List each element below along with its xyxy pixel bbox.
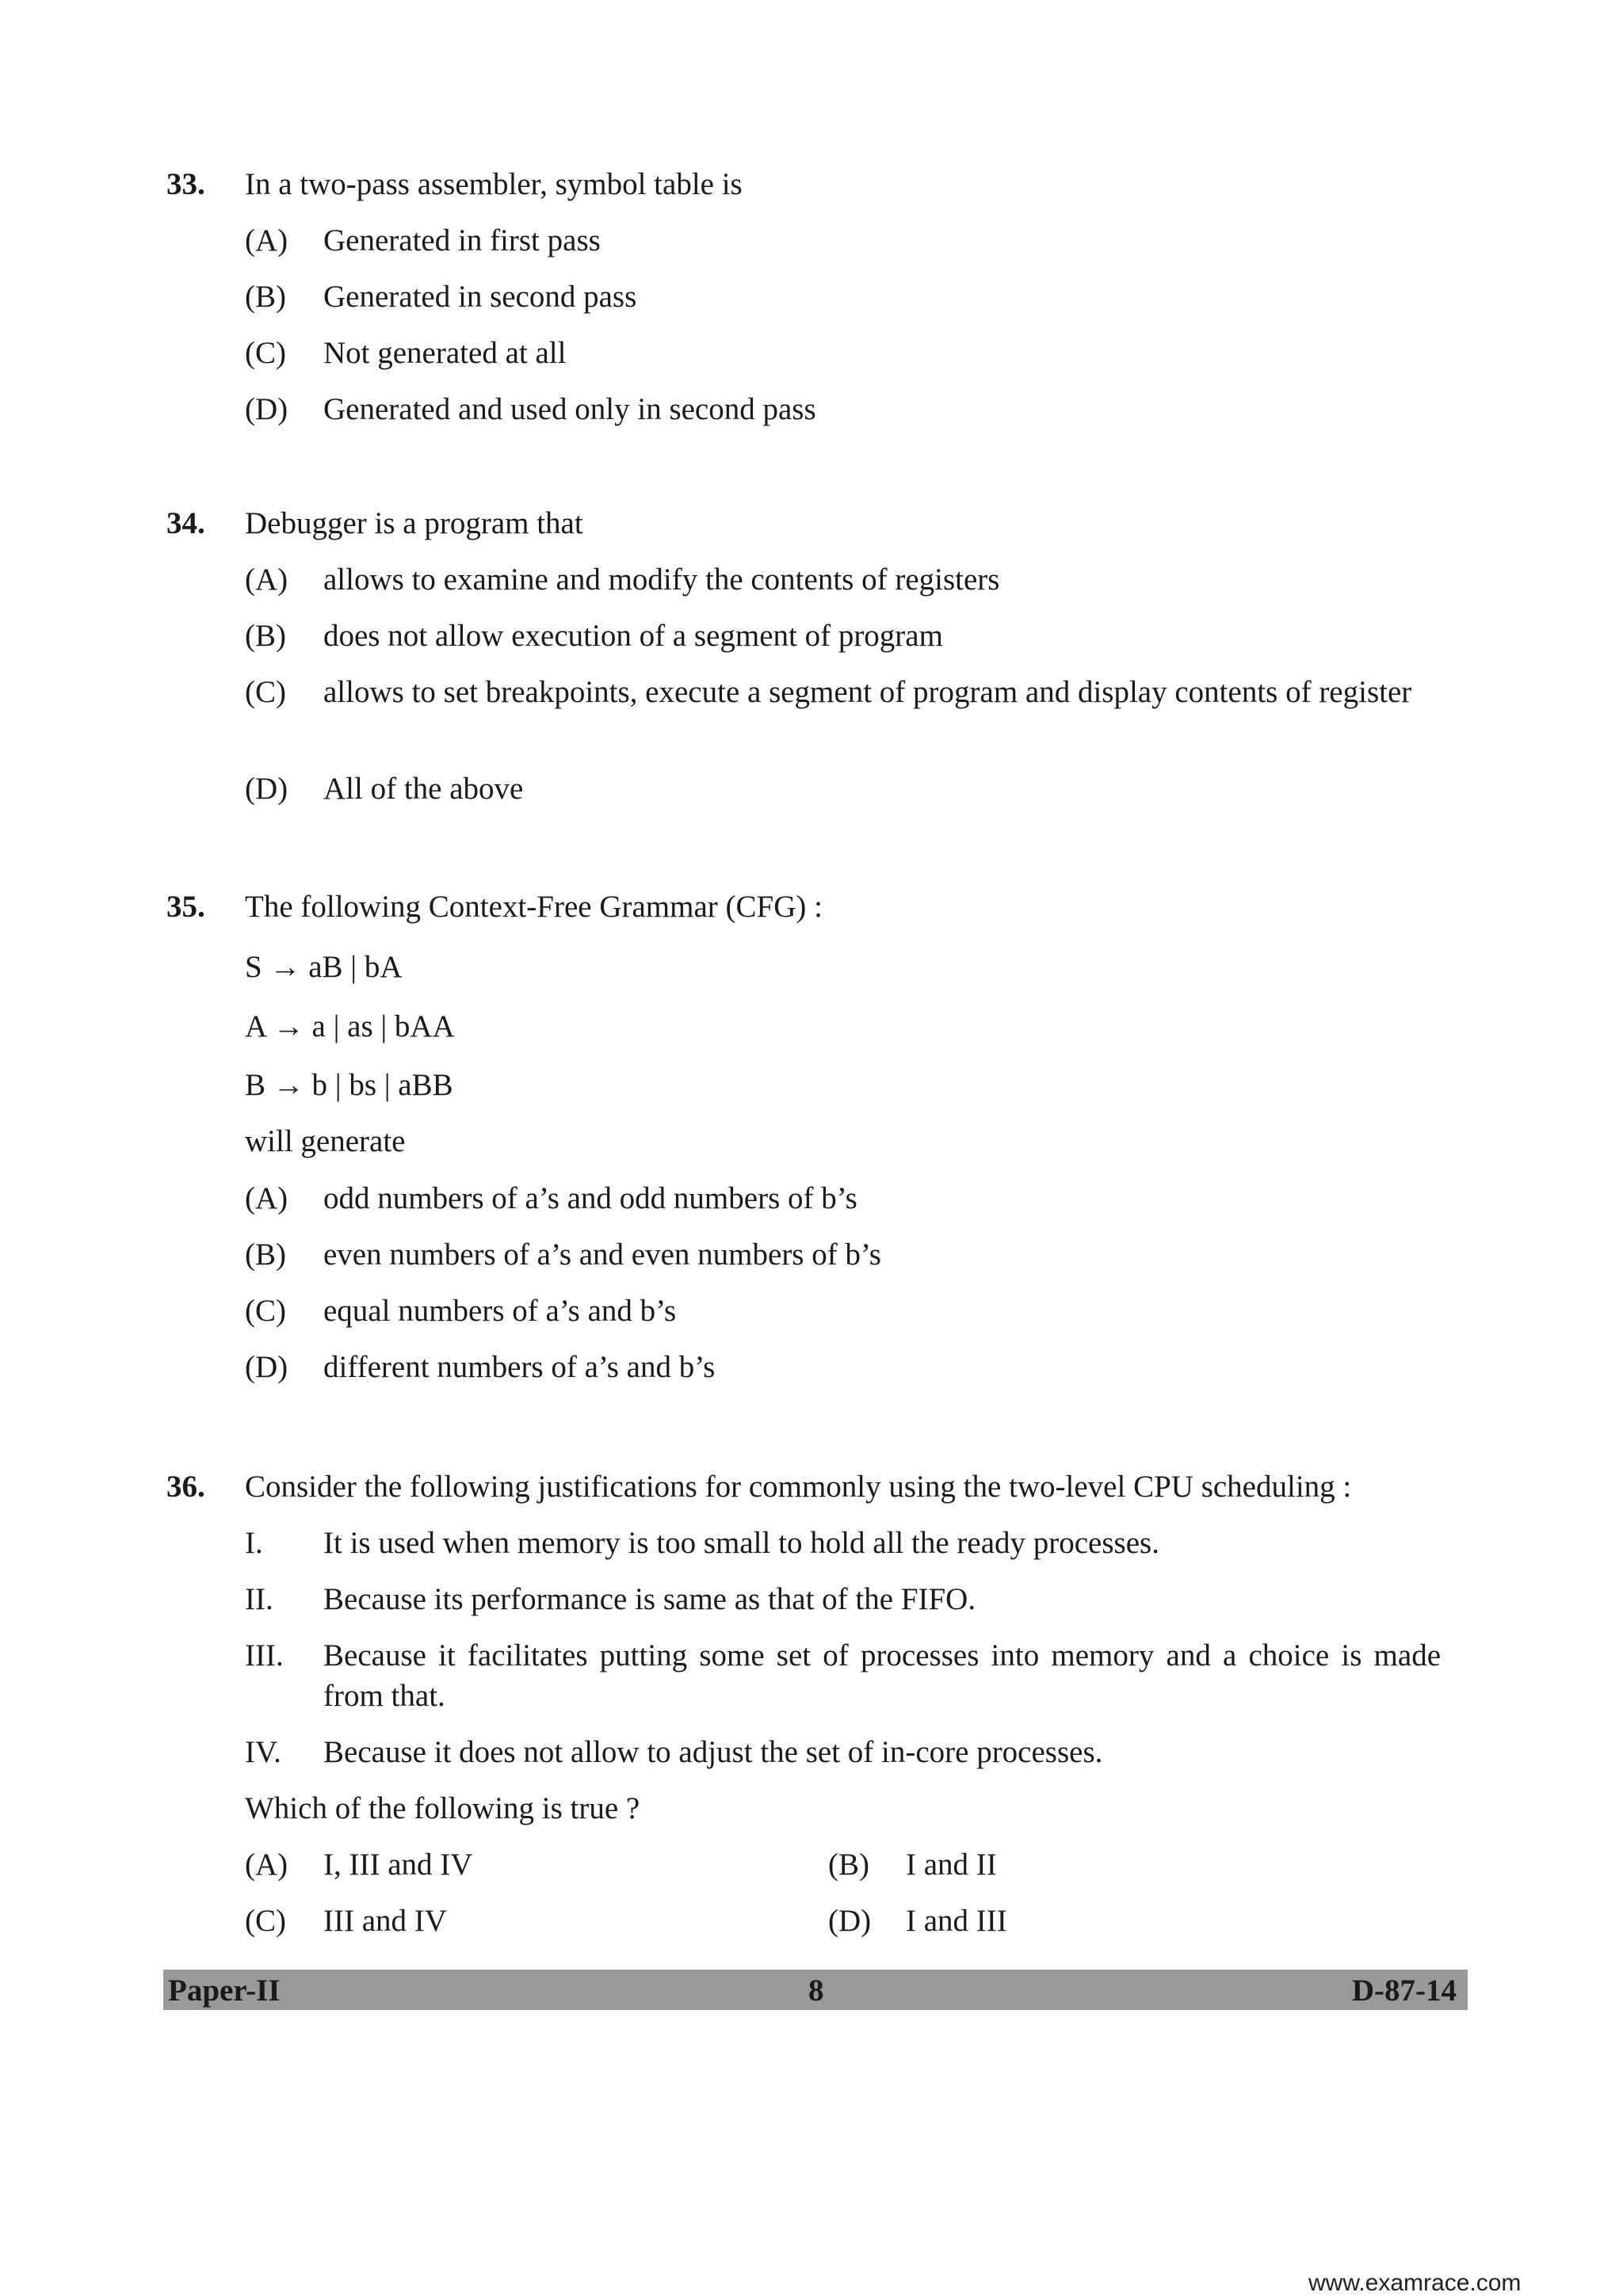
question-stem: Consider the following justifications for commonly using the two-level CPU scheduling : xyxy=(245,1470,1352,1504)
statement-label: I. xyxy=(245,1526,263,1560)
option-text: Generated in first pass xyxy=(323,223,601,257)
statement-label: III. xyxy=(245,1638,284,1672)
option-text: III and IV xyxy=(323,1904,447,1938)
statement-text: Because it does not allow to adjust the set of in-core processes. xyxy=(323,1735,1103,1769)
option-label: (D) xyxy=(245,392,288,426)
watermark-url: www.examrace.com xyxy=(1308,2270,1522,2296)
option-label: (A) xyxy=(245,563,288,597)
question-stem: The following Context-Free Grammar (CFG) : xyxy=(245,890,823,924)
option-label: (D) xyxy=(245,1350,288,1384)
question-stem: Debugger is a program that xyxy=(245,506,583,540)
option-text: I and II xyxy=(906,1848,997,1882)
page-footer xyxy=(163,1970,1468,2010)
grammar-rule: A → a | as | bAA xyxy=(245,1009,455,1043)
option-text: equal numbers of a’s and b’s xyxy=(323,1294,677,1328)
statement-text: It is used when memory is too small to hold all the ready processes. xyxy=(323,1526,1159,1560)
option-text: allows to examine and modify the contents of registers xyxy=(323,563,1000,597)
option-text: does not allow execution of a segment of program xyxy=(323,619,943,653)
option-label: (B) xyxy=(245,1238,286,1272)
option-label: (B) xyxy=(245,280,286,314)
option-label: (B) xyxy=(828,1848,869,1882)
question-stem: In a two-pass assembler, symbol table is xyxy=(245,167,743,201)
question-tail: will generate xyxy=(245,1124,406,1158)
option-label: (D) xyxy=(245,772,288,806)
option-text: even numbers of a’s and even numbers of b’s xyxy=(323,1238,881,1272)
statement-text: Because it facilitates putting some set of processes into memory and a choice is made from that. xyxy=(323,1638,1441,1713)
option-text: allows to set breakpoints, execute a segment of program and display contents of register xyxy=(323,675,1412,709)
option-label: (A) xyxy=(245,1848,288,1882)
question-number: 34. xyxy=(166,506,205,540)
page-number: 8 xyxy=(808,1974,824,2008)
option-label: (C) xyxy=(245,1294,286,1328)
option-label: (B) xyxy=(245,619,286,653)
question-number: 35. xyxy=(166,890,205,924)
option-label: (C) xyxy=(245,1904,286,1938)
statement-label: IV. xyxy=(245,1735,281,1769)
option-label: (A) xyxy=(245,223,288,257)
option-text: Not generated at all xyxy=(323,336,567,370)
grammar-rule: B → b | bs | aBB xyxy=(245,1068,453,1102)
statement-label: II. xyxy=(245,1582,273,1616)
option-label: (D) xyxy=(828,1904,872,1938)
option-label: (C) xyxy=(245,336,286,370)
option-text: Generated in second pass xyxy=(323,280,637,314)
option-label: (A) xyxy=(245,1181,288,1215)
option-text: odd numbers of a’s and odd numbers of b’s xyxy=(323,1181,857,1215)
option-text: different numbers of a’s and b’s xyxy=(323,1350,716,1384)
question-number: 33. xyxy=(166,167,205,201)
option-text: All of the above xyxy=(323,772,524,806)
question-prompt: Which of the following is true ? xyxy=(245,1791,640,1825)
option-label: (C) xyxy=(245,675,286,709)
grammar-rule: S → aB | bA xyxy=(245,950,403,984)
option-text: I and III xyxy=(906,1904,1007,1938)
statement-text: Because its performance is same as that of the FIFO. xyxy=(323,1582,976,1616)
option-text: Generated and used only in second pass xyxy=(323,392,816,426)
paper-code: D-87-14 xyxy=(1351,1974,1457,2008)
option-text: I, III and IV xyxy=(323,1848,473,1882)
paper-label: Paper-II xyxy=(168,1974,281,2008)
question-number: 36. xyxy=(166,1470,205,1504)
